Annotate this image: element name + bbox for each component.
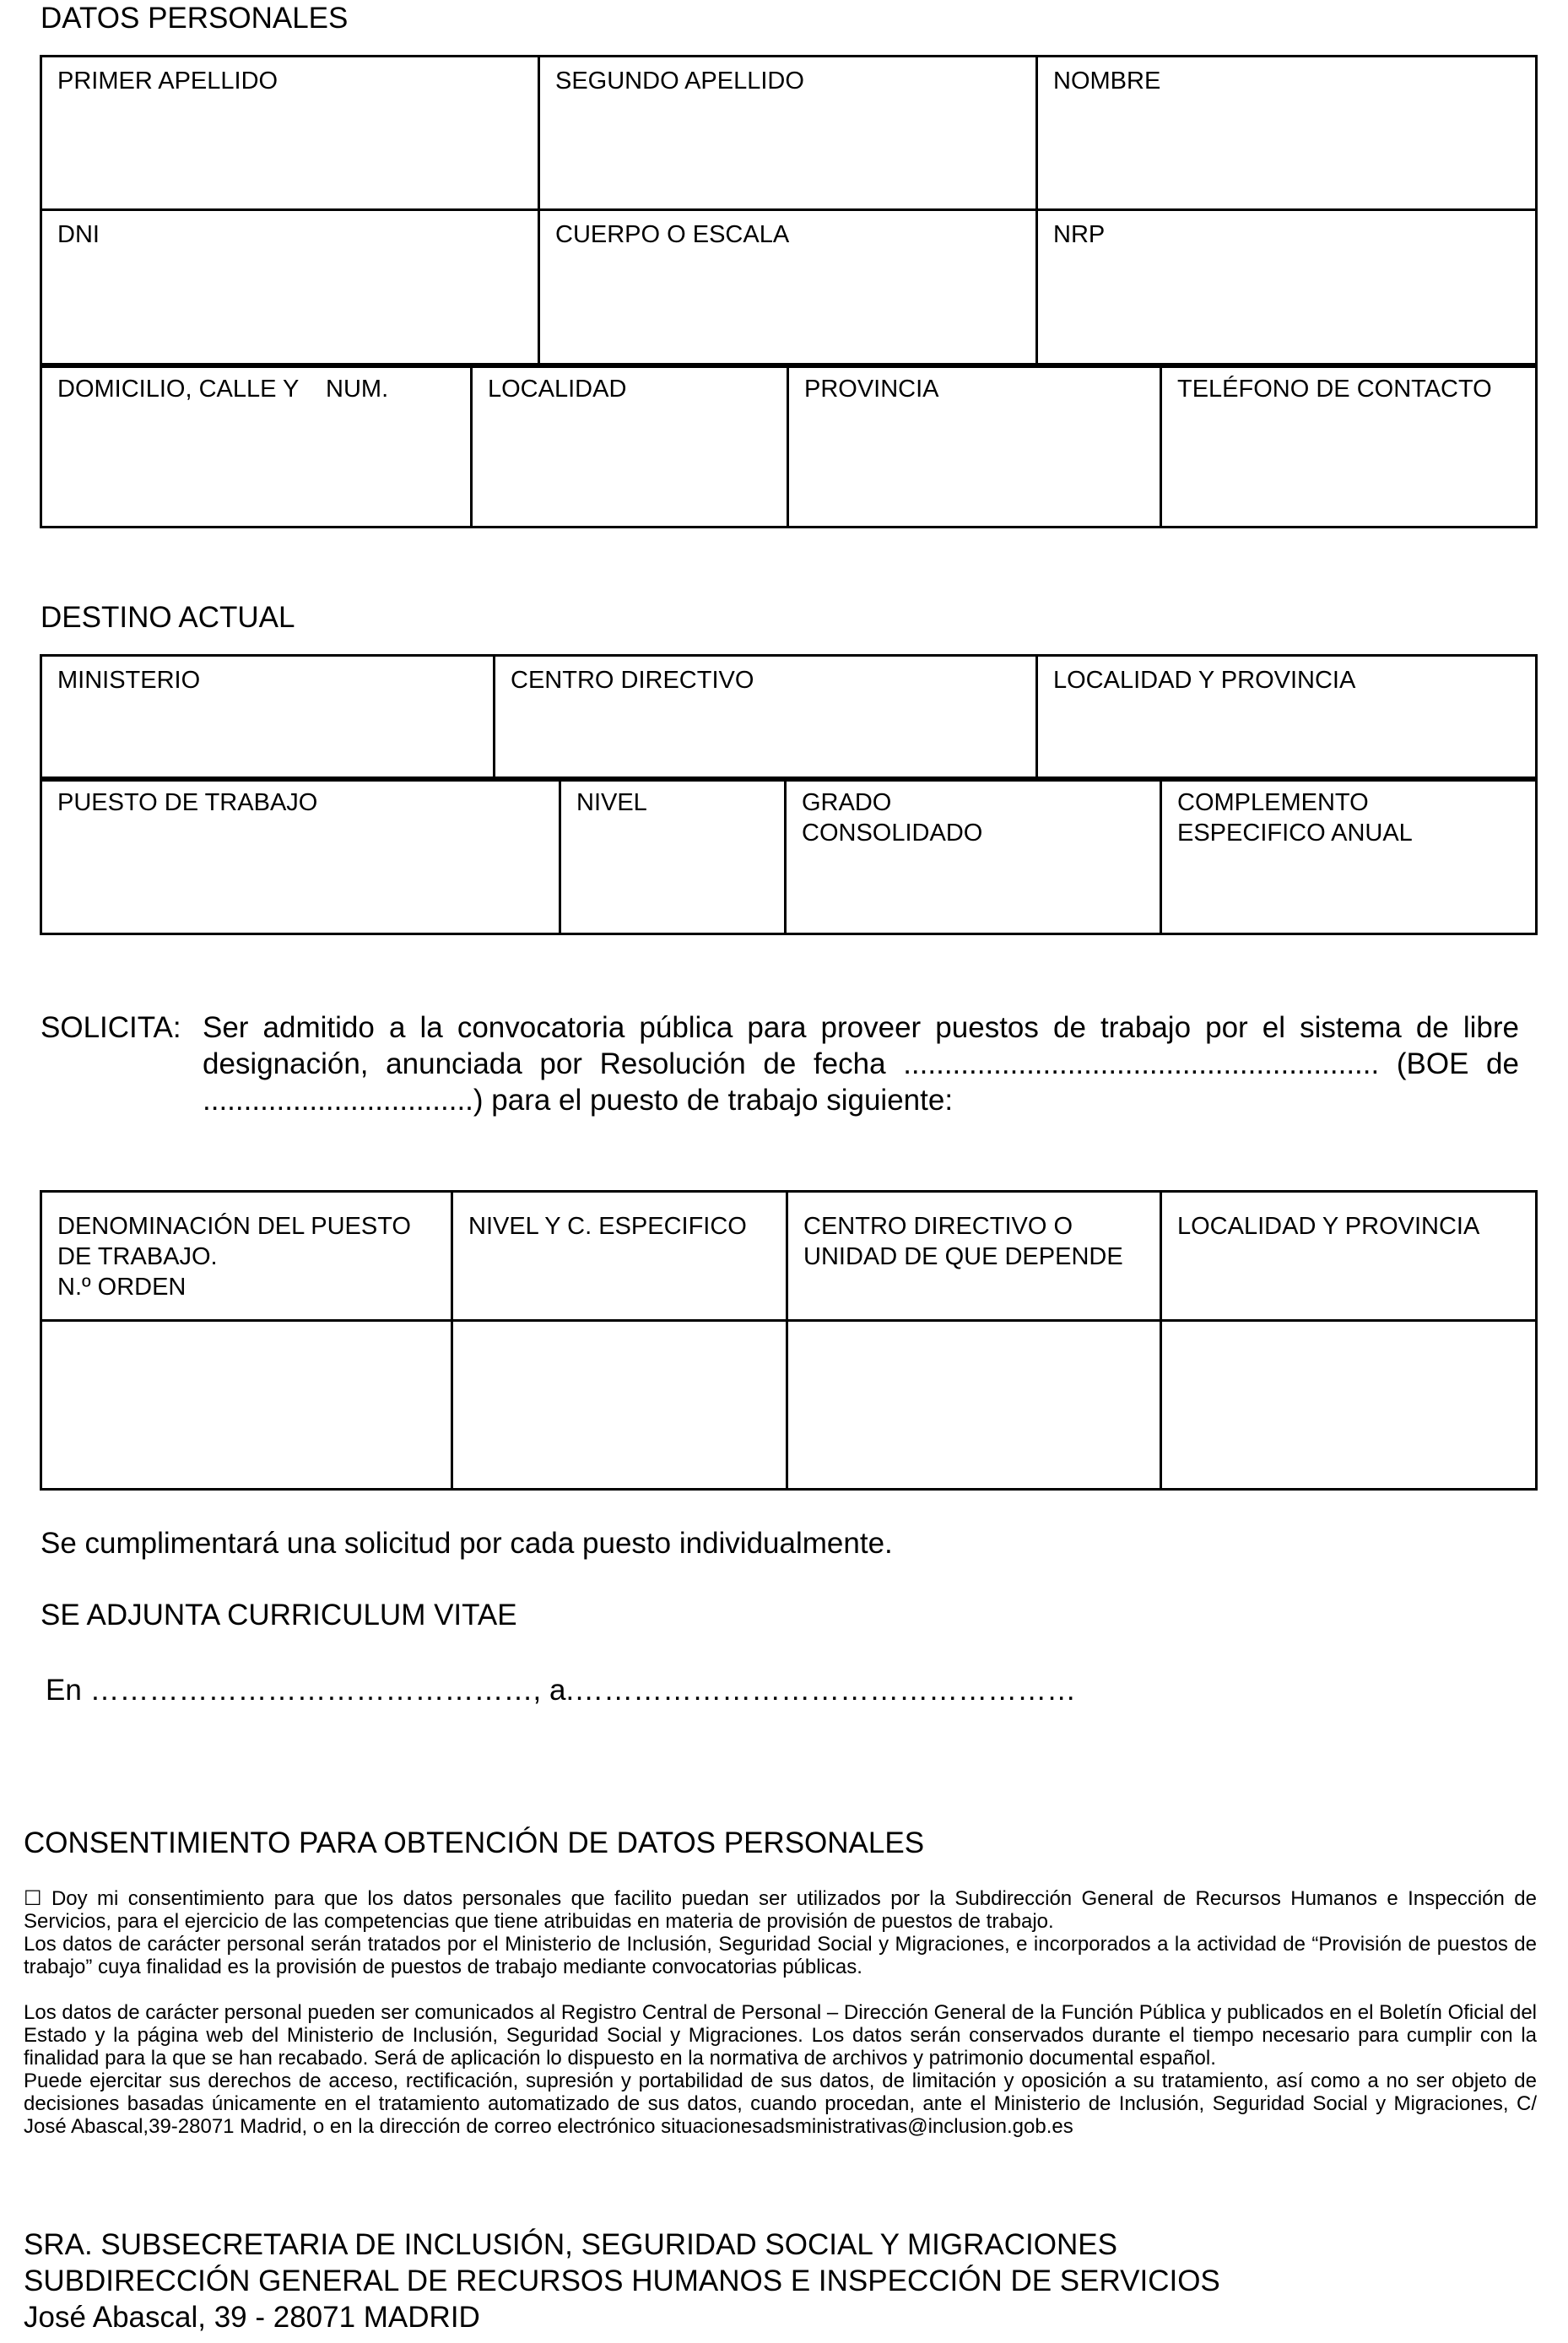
destinatario-line1: SRA. SUBSECRETARIA DE INCLUSIÓN, SEGURIDAD SOCIAL Y MIGRACIONES bbox=[24, 2228, 1117, 2261]
puesto-trabajo-field[interactable] bbox=[41, 778, 560, 934]
localidad-provincia-value-cell[interactable] bbox=[1161, 1321, 1537, 1490]
consentimiento-checkbox-paragraph bbox=[24, 1887, 1537, 1933]
segundo-apellido-label: SEGUNDO APELLIDO bbox=[555, 68, 804, 95]
cuerpo-escala-label: CUERPO O ESCALA bbox=[555, 221, 790, 248]
datos-personales-table bbox=[40, 55, 1538, 368]
localidad-provincia-header-text: LOCALIDAD Y PROVINCIA bbox=[1177, 1213, 1480, 1240]
denominacion-header bbox=[41, 1192, 452, 1321]
datos-personales-title: DATOS PERSONALES bbox=[41, 2, 349, 35]
destino-actual-title: DESTINO ACTUAL bbox=[41, 601, 295, 634]
dni-label: DNI bbox=[57, 221, 100, 248]
nivel-complemento-header bbox=[452, 1192, 787, 1321]
grado-label-line1: GRADO bbox=[802, 789, 892, 816]
complemento-label-line2: ESPECIFICO ANUAL bbox=[1177, 820, 1413, 847]
denominacion-header-line3: N.º ORDEN bbox=[57, 1274, 187, 1301]
consentimiento-p1: Los datos de carácter personal serán tratados por el Ministerio de Inclusión, Seguridad Social y Migraciones, e incorporados a la actividad de “Provisión de puestos de trabajo” cuya finalidad es la provisión de puestos de trabajo mediante convocatorias públicas. bbox=[24, 1933, 1537, 1978]
nrp-label: NRP bbox=[1053, 221, 1106, 248]
consentimiento-p3: Puede ejercitar sus derechos de acceso, rectificación, supresión y portabilidad de sus datos, de limitación y oposición a su tratamiento, así como a no ser objeto de decisiones basadas únicamente en el tratamiento automatizado de sus datos, cuando procedan, ante el Ministerio de Inclusión, Seguridad Social y Migraciones, C/ José Abascal,39-28071 Madrid, o en la dirección de correo electrónico situacionesadsministrativas@inclusion.gob.es bbox=[24, 2070, 1537, 2138]
puesto-trabajo-label: PUESTO DE TRABAJO bbox=[57, 789, 318, 816]
centro-header-line1: CENTRO DIRECTIVO O bbox=[803, 1213, 1073, 1240]
nota-solicitud: Se cumplimentará una solicitud por cada puesto individualmente. bbox=[41, 1527, 893, 1560]
denominacion-header-line1: DENOMINACIÓN DEL PUESTO bbox=[57, 1213, 411, 1240]
consentimiento-p2: Los datos de carácter personal pueden ser comunicados al Registro Central de Personal – Dirección General de la Función Pública y publicados en el Boletín Oficial del Estado y la página web del Ministerio de Inclusión, Seguridad Social y Migraciones. Los datos serán conservados durante el tiempo necesario para cumplir con la finalidad para la que se han recabado. Será de aplicación lo dispuesto en la normativa de archivos y patrimonio documental español. bbox=[24, 2001, 1537, 2070]
primer-apellido-label: PRIMER APELLIDO bbox=[57, 68, 278, 95]
dni-field[interactable] bbox=[41, 210, 539, 367]
localidad-provincia-field[interactable] bbox=[1037, 656, 1537, 781]
nombre-label: NOMBRE bbox=[1053, 68, 1161, 95]
domicilio-table bbox=[40, 363, 1538, 528]
nrp-field[interactable] bbox=[1037, 210, 1537, 367]
localidad-provincia-label: LOCALIDAD Y PROVINCIA bbox=[1053, 667, 1356, 694]
consentimiento-body bbox=[24, 1887, 1537, 2138]
solicita-text: Ser admitido a la convocatoria pública para proveer puestos de trabajo por el sistema de libre designación, anunciada por Resolución de fecha .......................................................... (BOE de .................................) para el puesto de trabajo siguiente: bbox=[203, 1011, 1519, 1117]
ministerio-field[interactable] bbox=[41, 656, 495, 781]
telefono-field[interactable] bbox=[1161, 365, 1537, 528]
denominacion-value-cell[interactable] bbox=[41, 1321, 452, 1490]
denominacion-header-line2: DE TRABAJO. bbox=[57, 1243, 218, 1270]
grado-label-line2: CONSOLIDADO bbox=[802, 820, 983, 847]
nivel-label: NIVEL bbox=[576, 789, 647, 816]
adjunta-cv: SE ADJUNTA CURRICULUM VITAE bbox=[41, 1599, 517, 1631]
centro-value-cell[interactable] bbox=[787, 1321, 1161, 1490]
centro-directivo-field[interactable] bbox=[495, 656, 1037, 781]
centro-header-line2: UNIDAD DE QUE DEPENDE bbox=[803, 1243, 1123, 1270]
complemento-label-line1: COMPLEMENTO bbox=[1177, 789, 1369, 816]
lugar-fecha-line[interactable]: En ………………………………………, a.…………………………………………… bbox=[46, 1674, 1077, 1707]
domicilio-field[interactable] bbox=[41, 365, 472, 528]
centro-directivo-header bbox=[787, 1192, 1161, 1321]
provincia-label: PROVINCIA bbox=[804, 376, 939, 403]
cuerpo-escala-field[interactable] bbox=[539, 210, 1037, 367]
centro-directivo-label: CENTRO DIRECTIVO bbox=[511, 667, 754, 694]
destinatario-line3: José Abascal, 39 - 28071 MADRID bbox=[24, 2301, 480, 2334]
provincia-field[interactable] bbox=[788, 365, 1161, 528]
solicita-block bbox=[0, 1009, 1568, 1128]
destinatario-block bbox=[24, 2227, 1220, 2335]
domicilio-label: DOMICILIO, CALLE Y NUM. bbox=[57, 376, 389, 403]
localidad-field[interactable] bbox=[472, 365, 788, 528]
nombre-field[interactable] bbox=[1037, 57, 1537, 210]
nivel-field[interactable] bbox=[560, 778, 786, 934]
puesto-solicitado-table bbox=[40, 1190, 1538, 1491]
nivel-complemento-header-text: NIVEL Y C. ESPECIFICO bbox=[468, 1213, 747, 1240]
localidad-provincia-header bbox=[1161, 1192, 1537, 1321]
nivel-complemento-value-cell[interactable] bbox=[452, 1321, 787, 1490]
grado-consolidado-field[interactable] bbox=[786, 778, 1161, 934]
destino-actual-table-2 bbox=[40, 776, 1538, 935]
consentimiento-title: CONSENTIMIENTO PARA OBTENCIÓN DE DATOS PERSONALES bbox=[24, 1826, 925, 1859]
segundo-apellido-field[interactable] bbox=[539, 57, 1037, 210]
destinatario-line2: SUBDIRECCIÓN GENERAL DE RECURSOS HUMANOS E INSPECCIÓN DE SERVICIOS bbox=[24, 2265, 1220, 2297]
primer-apellido-field[interactable] bbox=[41, 57, 539, 210]
checkbox-icon[interactable]: ☐ bbox=[24, 1887, 42, 1910]
telefono-label: TELÉFONO DE CONTACTO bbox=[1177, 376, 1492, 403]
destino-actual-table-1 bbox=[40, 654, 1538, 782]
solicita-label: SOLICITA: bbox=[41, 1011, 181, 1044]
ministerio-label: MINISTERIO bbox=[57, 667, 201, 694]
localidad-label: LOCALIDAD bbox=[488, 376, 627, 403]
complemento-especifico-field[interactable] bbox=[1161, 778, 1537, 934]
consentimiento-checkbox-text: Doy mi consentimiento para que los datos personales que facilito puedan ser utilizados por la Subdirección General de Recursos Humanos e Inspección de Servicios, para el ejercicio de las competencias que tiene atribuidas en materia de provisión de puestos de trabajo. bbox=[24, 1887, 1537, 1933]
